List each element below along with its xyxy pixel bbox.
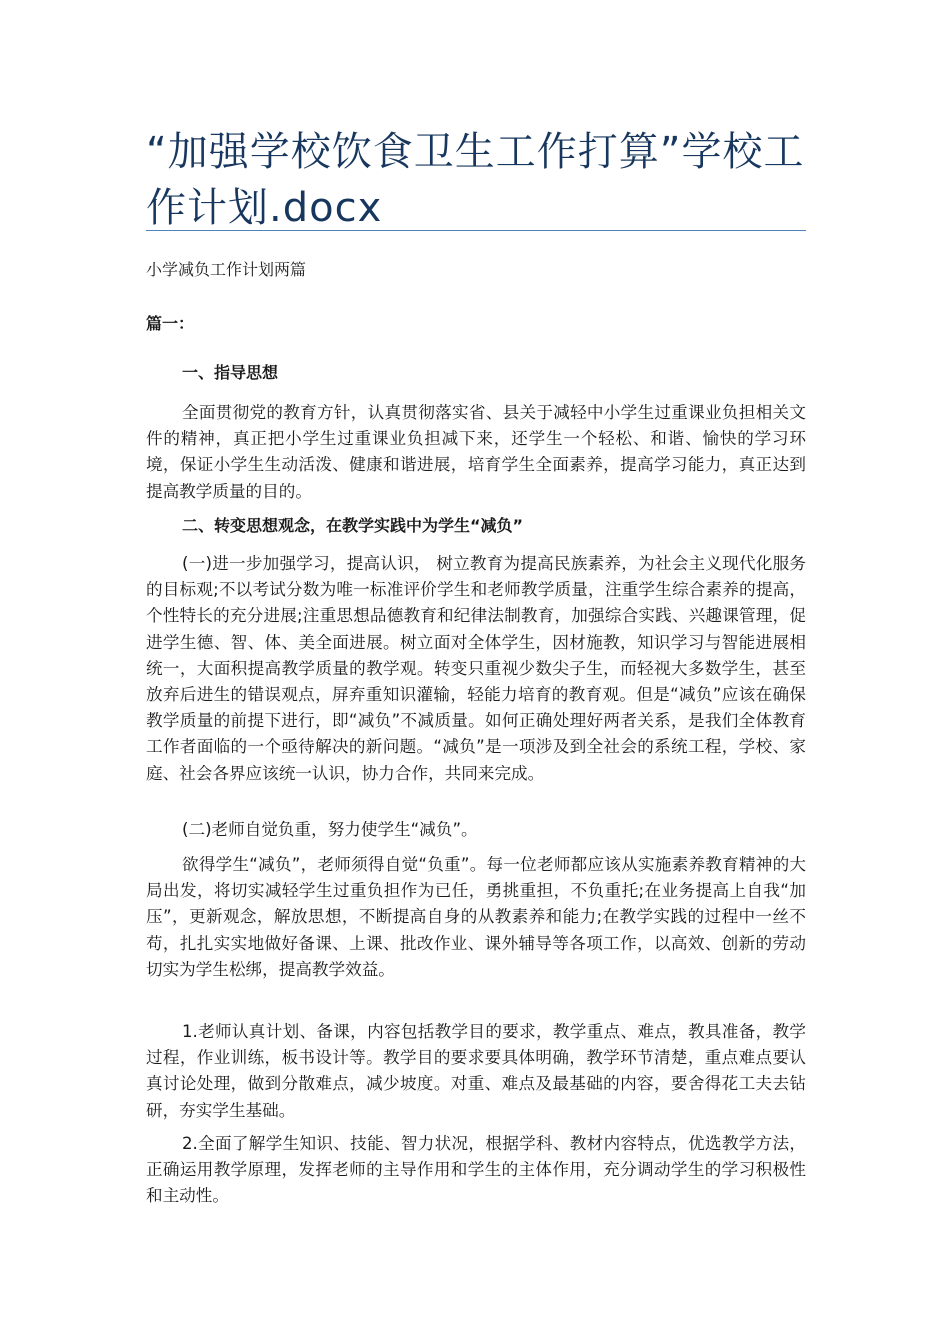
paragraph-item-2: 2.全面了解学生知识、技能、智力状况，根据学科、教材内容特点，优选教学方法，正确运用教学原理，发挥老师的主导作用和学生的主体作用，充分调动学生的学习积极性和主动性。	[146, 1134, 806, 1206]
document-subtitle: 小学减负工作计划两篇	[146, 260, 307, 279]
section-heading-change-concepts: 二、转变思想观念，在教学实践中为学生“减负”	[182, 516, 524, 535]
paragraph-guiding-thought: 全面贯彻党的教育方针，认真贯彻落实省、县关于减轻中小学生过重课业负担相关文件的精神，真正把小学生过重课业负担减下来，还学生一个轻松、和谐、愉快的学习环境，保证小学生生动活泼、健康和谐进展，培育学生全面素养，提高学习能力，真正达到提高教学质量的目的。	[146, 403, 806, 501]
paragraph-teacher-burden: 欲得学生“减负”，老师须得自觉“负重”。每一位老师都应该从实施素养教育精神的大局出发，将切实减轻学生过重负担作为已任，勇挑重担，不负重托;在业务提高上自我“加压”，更新观念，解放思想，不断提高自身的从教素养和能力;在教学实践的过程中一丝不苟，扎扎实实地做好备课、上课、批改作业、课外辅导等各项工作，以高效、创新的劳动切实为学生松绑，提高教学效益。	[146, 855, 806, 979]
title-divider	[146, 230, 806, 231]
paragraph-teacher-burden-heading: (二)老师自觉负重，努力使学生“减负”。	[182, 820, 478, 839]
document-title: “加强学校饮食卫生工作打算”学校工作计划.docx	[146, 129, 805, 231]
paragraph-strengthen-learning: (一)进一步加强学习，提高认识， 树立教育为提高民族素养，为社会主义现代化服务的目标观;不以考试分数为唯一标准评价学生和老师教学质量，注重学生综合素养的提高，个性特长的充分进展;注重思想品德教育和纪律法制教育，加强综合实践、兴趣课管理，促进学生德、智、体、美全面进展。树立面对全体学生，因材施教，知识学习与智能进展相统一，大面积提高教学质量的教学观。转变只重视少数尖子生，而轻视大多数学生，甚至放弃后进生的错误观点，屏弃重知识灌输，轻能力培育的教育观。但是“减负”应该在确保教学质量的前提下进行，即“减负”不减质量。如何正确处理好两者关系，是我们全体教育工作者面临的一个亟待解决的新问题。“减负”是一项涉及到全社会的系统工程，学校、家庭、社会各界应该统一认识，协力合作，共同来完成。	[146, 554, 806, 783]
section-heading-guiding-thought: 一、指导思想	[182, 363, 279, 382]
part-label: 篇一：	[146, 314, 195, 333]
paragraph-item-1: 1.老师认真计划、备课，内容包括教学目的要求，教学重点、难点，教具准备，教学过程，作业训练，板书设计等。教学目的要求要具体明确，教学环节清楚，重点难点要认真讨论处理，做到分散难点，减少坡度。对重、难点及最基础的内容，要舍得花工夫去钻研，夯实学生基础。	[146, 1022, 806, 1120]
